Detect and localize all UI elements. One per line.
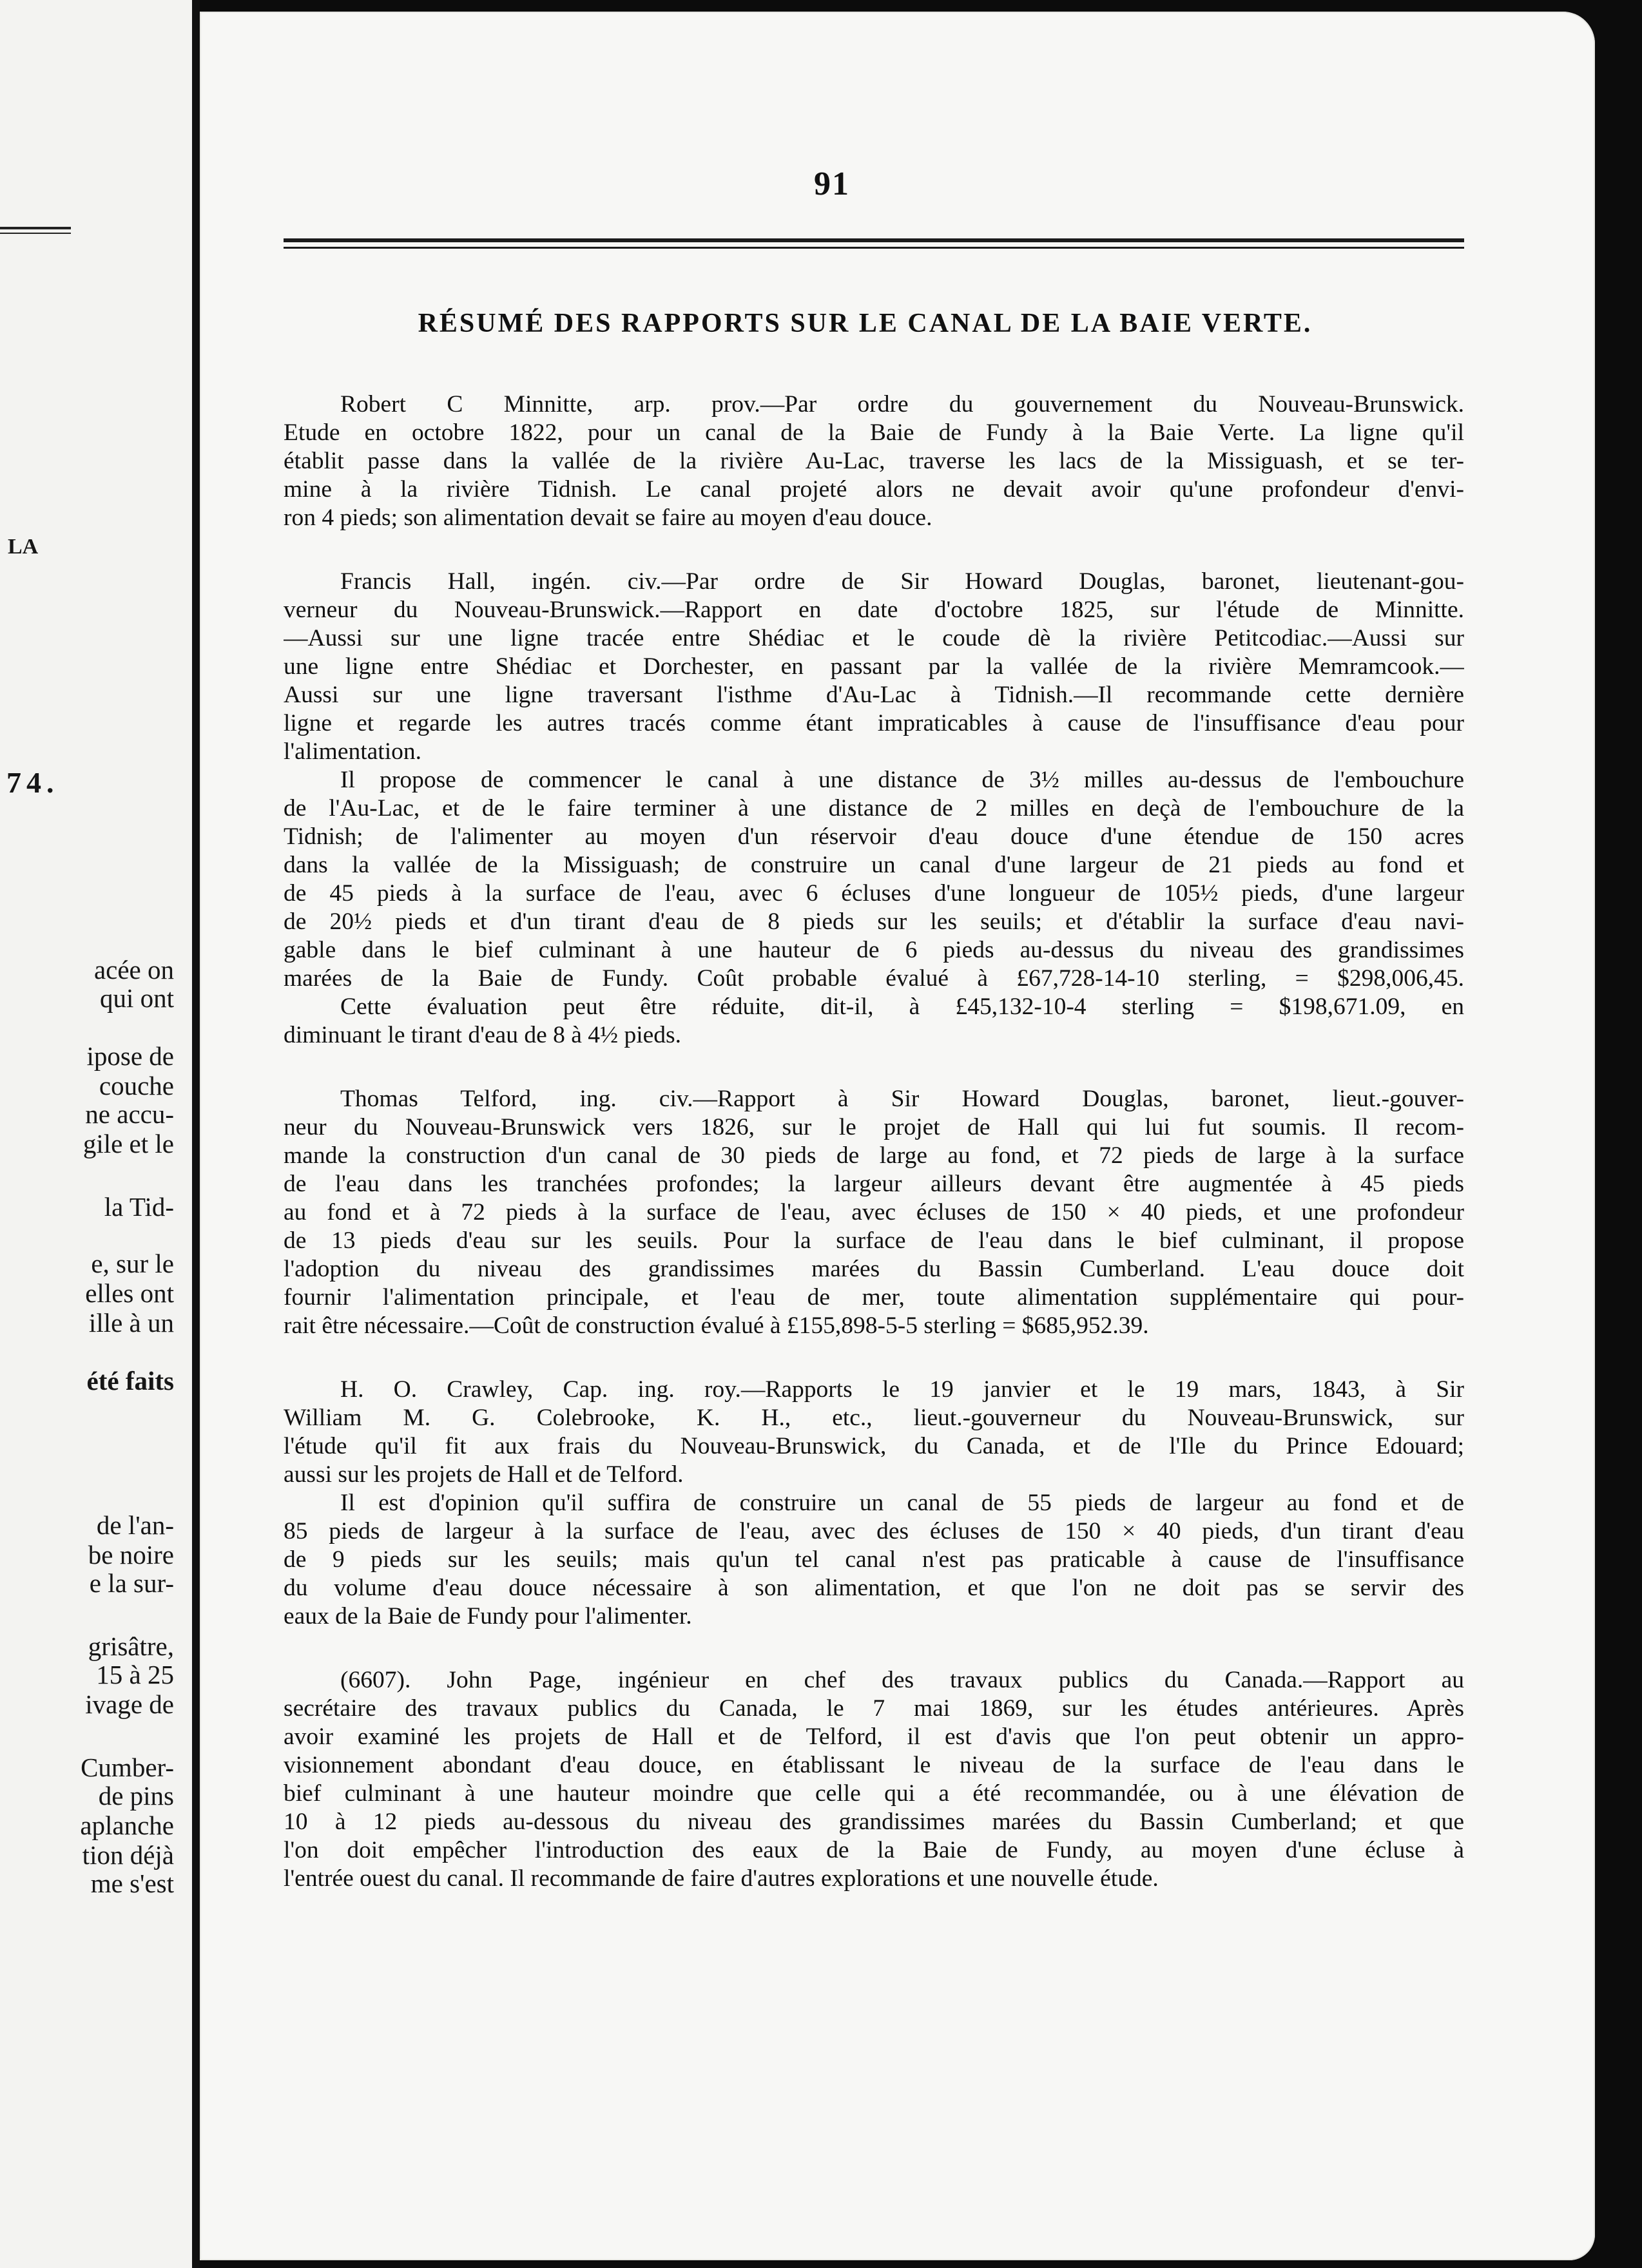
paragraph-telford — [284, 1085, 1464, 1340]
left-page-fragment: 74. — [6, 766, 59, 799]
text-line: mine à la rivière Tidnish. Le canal projeté alors ne devait avoir qu'une profondeur d'envi- — [284, 476, 1464, 503]
left-page-fragment: été faits — [86, 1366, 174, 1396]
left-page-fragment: LA — [8, 535, 39, 559]
left-page-fragment: be noire — [88, 1540, 174, 1570]
text-line: Cette évaluation peut être réduite, dit-il, à £45,132-10-4 sterling = $198,671.09, en — [340, 994, 1464, 1020]
left-page-fragment: ille à un — [88, 1308, 174, 1338]
text-line: ligne et regarde les autres tracés comme étant impraticables à cause de l'insuffisance d'eau pour — [284, 710, 1464, 736]
text-line: de l'eau dans les tranchées profondes; la largeur ailleurs devant être augmentée à 45 pieds — [284, 1171, 1464, 1197]
text-line: de 9 pieds sur les seuils; mais qu'un tel canal n'est pas praticable à cause de l'insuffisance — [284, 1546, 1464, 1573]
text-line: diminuant le tirant d'eau de 8 à 4½ pieds. — [284, 1022, 682, 1048]
text-line: du volume d'eau douce nécessaire à son alimentation, et que l'on ne doit pas se servir des — [284, 1575, 1464, 1601]
text-line: l'étude qu'il fit aux frais du Nouveau-Brunswick, du Canada, et de l'Ile du Prince Edouard; — [284, 1433, 1464, 1459]
text-line: avoir examiné les projets de Hall et de Telford, il est d'avis que l'on peut obtenir un appro- — [284, 1724, 1464, 1750]
text-line: verneur du Nouveau-Brunswick.—Rapport en date d'octobre 1825, sur l'étude de Minnitte. — [284, 597, 1464, 623]
text-line: gable dans le bief culminant à une hauteur de 6 pieds au-dessus du niveau des grandissimes — [284, 937, 1464, 963]
page-number: 91 — [814, 166, 850, 202]
left-page-rule — [0, 227, 71, 234]
left-page-fragment: qui ont — [99, 983, 174, 1013]
text-line: mande la construction d'un canal de 30 pieds de large au fond, et 72 pieds de large à la surface — [284, 1142, 1464, 1169]
left-page-fragment: de pins — [98, 1781, 174, 1811]
text-line: marées de la Baie de Fundy. Coût probable évalué à £67,728-14-10 sterling, = $298,006,45. — [284, 965, 1464, 992]
text-line: 10 à 12 pieds au-dessous du niveau des grandissimes marées du Bassin Cumberland; et que — [284, 1809, 1464, 1835]
text-line: l'adoption du niveau des grandissimes marées du Bassin Cumberland. L'eau douce doit — [284, 1256, 1464, 1282]
document-body — [284, 390, 1464, 1893]
left-page-fragment: grisâtre, — [88, 1631, 174, 1661]
left-page-fragment: ivage de — [85, 1689, 174, 1719]
text-line: Robert C Minnitte, arp. prov.—Par ordre du gouvernement du Nouveau-Brunswick. — [340, 391, 1464, 418]
header-double-rule — [284, 238, 1464, 249]
text-line: William M. G. Colebrooke, K. H., etc., lieut.-gouverneur du Nouveau-Brunswick, sur — [284, 1405, 1464, 1431]
text-line: Francis Hall, ingén. civ.—Par ordre de Sir Howard Douglas, baronet, lieutenant-gou- — [340, 568, 1464, 595]
paragraph-crawley — [284, 1376, 1464, 1489]
text-line: H. O. Crawley, Cap. ing. roy.—Rapports le 19 janvier et le 19 mars, 1843, à Sir — [340, 1376, 1464, 1403]
text-line: ron 4 pieds; son alimentation devait se faire au moyen d'eau douce. — [284, 505, 932, 531]
text-line: une ligne entre Shédiac et Dorchester, en passant par la vallée de la rivière Memramcook.— — [284, 653, 1464, 680]
text-line: l'entrée ouest du canal. Il recommande de faire d'autres explorations et une nouvelle étude. — [284, 1865, 1159, 1892]
text-line: de 13 pieds d'eau sur les seuils. Pour la surface de l'eau dans le bief culminant, il propose — [284, 1227, 1464, 1254]
paragraph-hall-proposal — [284, 766, 1464, 1050]
text-line: l'alimentation. — [284, 738, 421, 765]
text-line: de 20½ pieds et d'un tirant d'eau de 8 pieds sur les seuils; et d'établir la surface d'eau navi- — [284, 908, 1464, 935]
left-page-fragment: e, sur le — [91, 1249, 174, 1278]
left-page-fragment: ipose de — [86, 1041, 174, 1071]
text-line: neur du Nouveau-Brunswick vers 1826, sur le projet de Hall qui lui fut soumis. Il recom- — [284, 1114, 1464, 1140]
text-line: de l'Au-Lac, et de le faire terminer à une distance de 2 milles en deçà de l'embouchure de la — [284, 795, 1464, 822]
left-page-fragment: couche — [99, 1071, 174, 1100]
book-gutter — [192, 0, 200, 2268]
text-line: bief culminant à une hauteur moindre que celle qui a été recommandée, ou à une élévation de — [284, 1780, 1464, 1807]
paragraph-page — [284, 1666, 1464, 1893]
left-page-fragment: tion déjà — [82, 1840, 174, 1870]
left-page-fragment: Cumber- — [81, 1753, 174, 1782]
left-facing-page — [0, 0, 192, 2268]
text-line: visionnement abondant d'eau douce, en établissant le niveau de la surface de l'eau dans le — [284, 1752, 1464, 1778]
paragraph-minnitte — [284, 390, 1464, 532]
text-line: Etude en octobre 1822, pour un canal de la Baie de Fundy à la Baie Verte. La ligne qu'il — [284, 419, 1464, 446]
text-line: 85 pieds de largeur à la surface de l'eau, avec des écluses de 150 × 40 pieds, d'un tirant d'eau — [284, 1518, 1464, 1544]
text-line: au fond et à 72 pieds à la surface de l'eau, avec écluses de 150 × 40 pieds, et une profondeur — [284, 1199, 1464, 1225]
left-page-fragment: me s'est — [90, 1869, 174, 1898]
paragraph-crawley-opinion — [284, 1489, 1464, 1631]
left-page-fragment: elles ont — [85, 1278, 174, 1308]
text-line: Tidnish; de l'alimenter au moyen d'un réservoir d'eau douce d'une étendue de 150 acres — [284, 823, 1464, 850]
left-page-fragment: acée on — [93, 955, 174, 985]
text-line: Thomas Telford, ing. civ.—Rapport à Sir Howard Douglas, baronet, lieut.-gouver- — [340, 1086, 1464, 1112]
text-line: aussi sur les projets de Hall et de Telford. — [284, 1461, 684, 1488]
text-line: de 45 pieds à la surface de l'eau, avec 6 écluses d'une longueur de 105½ pieds, d'une largeur — [284, 880, 1464, 907]
text-line: eaux de la Baie de Fundy pour l'alimenter. — [284, 1603, 692, 1629]
left-page-fragment: ne accu- — [85, 1099, 174, 1129]
text-line: établit passe dans la vallée de la rivière Au-Lac, traverse les lacs de la Missiguash, et se ter- — [284, 448, 1464, 474]
text-line: fournir l'alimentation principale, et l'eau de mer, toute alimentation supplémentaire qui pour- — [284, 1284, 1464, 1311]
document-page — [200, 12, 1595, 2260]
paragraph-hall — [284, 568, 1464, 766]
text-line: l'on doit empêcher l'introduction des eaux de la Baie de Fundy, au moyen d'une écluse à — [284, 1837, 1464, 1863]
text-line: dans la vallée de la Missiguash; de construire un canal d'une largeur de 21 pieds au fond et — [284, 852, 1464, 878]
text-line: rait être nécessaire.—Coût de construction évalué à £155,898-5-5 sterling = $685,952.39. — [284, 1312, 1149, 1339]
text-line: —Aussi sur une ligne tracée entre Shédiac et le coude dè la rivière Petitcodiac.—Aussi sur — [284, 625, 1464, 651]
text-line: Il propose de commencer le canal à une distance de 3½ milles au-dessus de l'embouchure — [340, 767, 1464, 793]
page-title: RÉSUMÉ DES RAPPORTS SUR LE CANAL DE LA BAIE VERTE. — [418, 309, 1313, 338]
left-page-fragment: de l'an- — [96, 1510, 174, 1540]
text-line: secrétaire des travaux publics du Canada, le 7 mai 1869, sur les études antérieures. Après — [284, 1695, 1464, 1722]
text-line: (6607). John Page, ingénieur en chef des travaux publics du Canada.—Rapport au — [340, 1667, 1464, 1693]
text-line: Il est d'opinion qu'il suffira de construire un canal de 55 pieds de largeur au fond et de — [340, 1490, 1464, 1516]
left-page-fragment: aplanche — [80, 1811, 174, 1840]
left-page-fragment: 15 à 25 — [96, 1660, 174, 1689]
left-page-fragment: gile et le — [82, 1129, 174, 1158]
text-line: Aussi sur une ligne traversant l'isthme d'Au-Lac à Tidnish.—Il recommande cette dernière — [284, 682, 1464, 708]
left-page-fragment: e la sur- — [89, 1568, 174, 1598]
left-page-fragment: la Tid- — [104, 1192, 174, 1222]
